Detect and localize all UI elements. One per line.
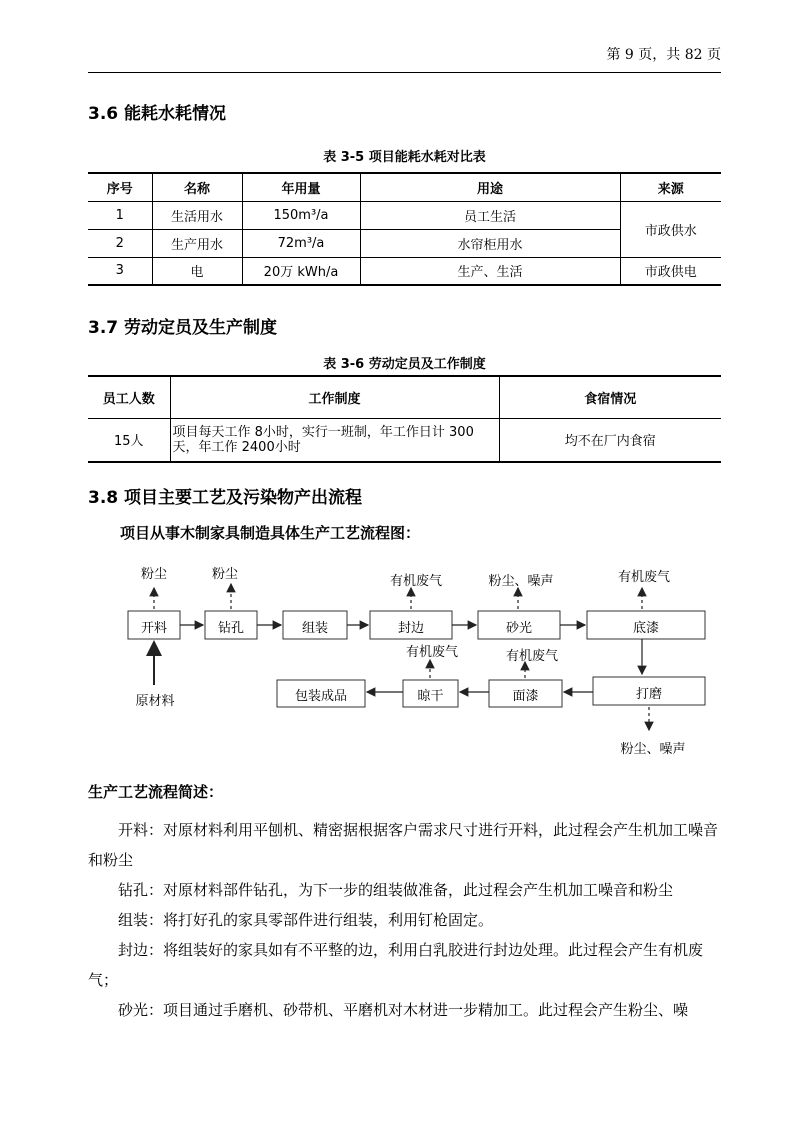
cell-name: 生活用水 <box>152 201 242 229</box>
cell-source-water: 市政供水 <box>620 201 721 257</box>
table-3-5-caption: 表 3-5 项目能耗水耗对比表 <box>323 150 486 165</box>
process-description <box>88 777 728 1025</box>
step-diqi: 底漆 <box>632 621 659 636</box>
cell-staff: 15人 <box>88 418 170 462</box>
step-baozhuang: 包装成品 <box>294 689 347 704</box>
col-header-staff: 员工人数 <box>88 376 170 418</box>
step-damo: 打磨 <box>635 687 662 702</box>
step-mianqi: 面漆 <box>512 689 539 704</box>
cell-no: 1 <box>88 201 152 229</box>
flow-intro: 项目从事木制家具制造具体生产工艺流程图： <box>120 524 421 542</box>
cell-use: 生产、生活 <box>360 257 620 285</box>
desc-paragraph: 组装：将打好孔的家具零部件进行组装，利用钉枪固定。 <box>118 911 494 929</box>
table-3-6-caption: 表 3-6 劳动定员及工作制度 <box>323 357 486 372</box>
cell-use: 员工生活 <box>360 201 620 229</box>
cell-name: 电 <box>152 257 242 285</box>
col-header-name: 名称 <box>152 173 242 201</box>
cell-board: 均不在厂内食宿 <box>499 418 721 462</box>
description-title: 生产工艺流程简述： <box>88 783 224 801</box>
desc-paragraph: 钻孔：对原材料部件钻孔，为下一步的组装做准备，此过程会产生机加工噪音和粉尘 <box>118 881 674 899</box>
cell-no: 3 <box>88 257 152 285</box>
col-header-source: 来源 <box>620 173 721 201</box>
col-header-amount: 年用量 <box>242 173 360 201</box>
cell-use: 水帘柜用水 <box>360 229 620 257</box>
cell-schedule: 项目每天工作 8小时，实行一班制，年工作日计 300天，年工作 2400小时 <box>170 418 499 462</box>
cell-amount: 20万 kWh/a <box>242 257 360 285</box>
step-shaguang: 砂光 <box>505 621 532 636</box>
output-organic-gas: 有机废气 <box>405 645 458 660</box>
section-heading-3-7: 3.7 劳动定员及生产制度 <box>88 318 278 338</box>
section-heading-3-6: 3.6 能耗水耗情况 <box>88 104 227 124</box>
step-zuankong: 钻孔 <box>217 621 244 636</box>
step-liangan: 晾干 <box>417 689 444 704</box>
col-header-no: 序号 <box>88 173 152 201</box>
cell-name: 生产用水 <box>152 229 242 257</box>
output-dust-noise: 粉尘、噪声 <box>488 574 554 589</box>
cell-source: 市政供电 <box>620 257 721 285</box>
output-dust: 粉尘 <box>140 567 167 582</box>
page-number: 第 9 页，共 82 页 <box>606 47 721 63</box>
output-dust-noise: 粉尘、噪声 <box>620 742 686 757</box>
raw-material-label: 原材料 <box>135 694 175 709</box>
desc-paragraph: 封边：将组装好的家具如有不平整的边，利用白乳胶进行封边处理。此过程会产生有机废气； <box>88 941 704 989</box>
desc-paragraph: 开料：对原材料利用平刨机、精密据根据客户需求尺寸进行开料，此过程会产生机加工噪音和粉尘 <box>88 821 719 869</box>
output-organic-gas: 有机废气 <box>617 570 670 585</box>
cell-amount: 150m³/a <box>242 201 360 229</box>
desc-paragraph: 砂光：项目通过手磨机、砂带机、平磨机对木材进一步精加工。此过程会产生粉尘、噪 <box>118 1001 689 1019</box>
step-zuzhuang: 组装 <box>301 621 328 636</box>
output-organic-gas: 有机废气 <box>505 649 558 664</box>
step-fengbian: 封边 <box>397 621 424 636</box>
section-heading-3-8: 3.8 项目主要工艺及污染物产出流程 <box>88 488 363 508</box>
step-kailiao: 开料 <box>140 621 167 636</box>
col-header-use: 用途 <box>360 173 620 201</box>
col-header-board: 食宿情况 <box>499 376 721 418</box>
output-organic-gas: 有机废气 <box>389 574 442 589</box>
cell-amount: 72m³/a <box>242 229 360 257</box>
output-dust: 粉尘 <box>211 567 238 582</box>
cell-no: 2 <box>88 229 152 257</box>
col-header-schedule: 工作制度 <box>170 376 499 418</box>
